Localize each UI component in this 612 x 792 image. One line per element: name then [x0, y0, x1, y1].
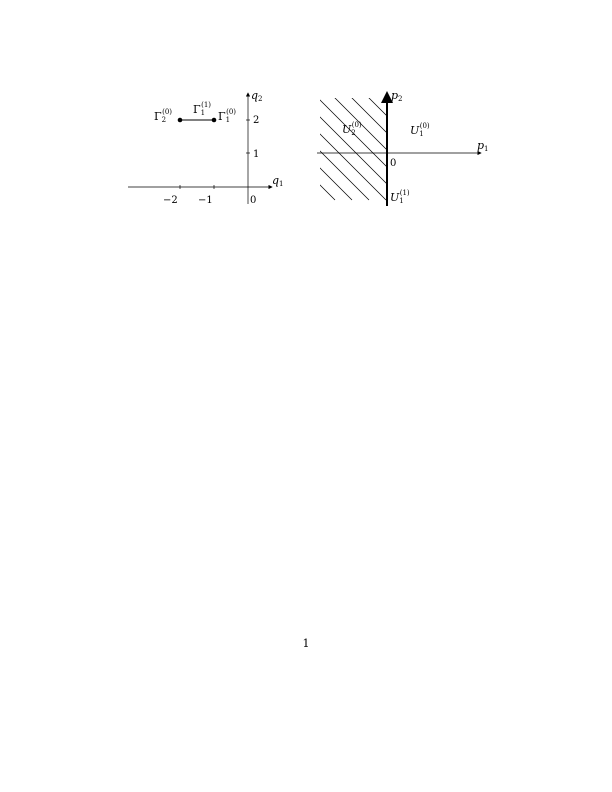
q1-axis-label: q1 — [272, 174, 284, 188]
page-number: 1 — [302, 637, 310, 650]
x-tick-label-minus2: −2 — [163, 195, 178, 206]
x-tick-label-minus1: −1 — [198, 195, 213, 206]
y-tick-label-1: 1 — [253, 149, 260, 160]
right-origin-label: 0 — [390, 158, 397, 169]
gamma2-point — [178, 118, 183, 123]
U2-hatch-region — [164, 80, 471, 200]
U2-label: U2(0) — [342, 121, 362, 137]
gamma1-point — [212, 118, 217, 123]
U1-label: U1(0) — [410, 122, 430, 138]
gamma2-label: Γ2(0) — [154, 108, 173, 124]
y-tick-label-2: 2 — [253, 115, 260, 126]
q2-axis-label: q2 — [251, 89, 263, 103]
gamma1-label: Γ1(0) — [218, 108, 237, 124]
left-panel — [128, 89, 284, 206]
p2-axis-label: p2 — [391, 89, 403, 103]
left-origin-label: 0 — [250, 195, 257, 206]
gamma1-segment-label: Γ1(1) — [193, 101, 212, 117]
p1-axis-label: p1 — [477, 139, 489, 153]
U1-boundary-label: U1(1) — [390, 189, 410, 205]
